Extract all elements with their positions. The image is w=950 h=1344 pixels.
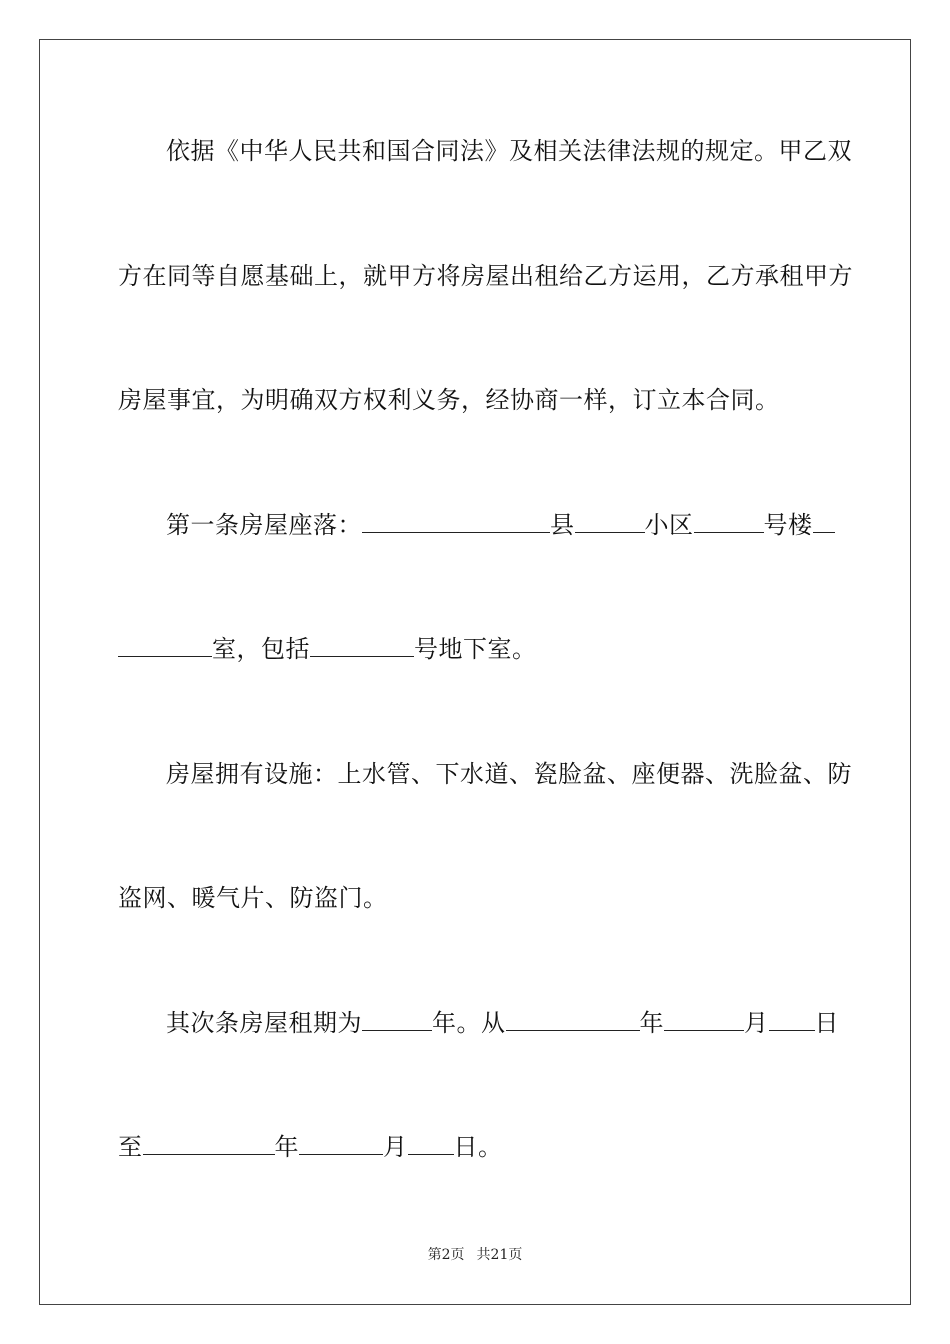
building-blank — [694, 510, 764, 533]
clause-2-label: 其次条房屋租期为 — [166, 1009, 362, 1037]
end-day-label: 日。 — [453, 1133, 503, 1161]
start-month-label: 月 — [744, 1009, 769, 1037]
term-years-blank — [362, 1008, 432, 1031]
unit-blank-start — [813, 510, 835, 533]
year-from-label: 年。从 — [432, 1009, 506, 1037]
end-month-blank — [299, 1132, 383, 1155]
end-month-label: 月 — [383, 1133, 408, 1161]
end-day-blank — [408, 1132, 454, 1155]
facilities-line-2: 盗网、暖气片、防盗门。 — [118, 884, 388, 912]
to-label: 至 — [118, 1133, 143, 1161]
end-year-label: 年 — [274, 1133, 299, 1161]
paragraph-1-line-1: 依据《中华人民共和国合同法》及相关法律法规的规定。甲乙双 — [166, 137, 852, 165]
clause-1-line-2 — [118, 634, 832, 664]
basement-suffix: 号地下室。 — [414, 635, 537, 663]
paragraph-1-line-3: 房屋事宜，为明确双方权利义务，经协商一样，订立本合同。 — [118, 386, 780, 414]
start-month-blank — [664, 1008, 744, 1031]
county-suffix: 县 — [550, 511, 575, 539]
community-suffix: 小区 — [644, 511, 694, 539]
end-year-blank — [143, 1132, 275, 1155]
start-year-blank — [506, 1008, 640, 1031]
unit-blank-end — [118, 634, 212, 657]
clause-2-line-2 — [118, 1132, 832, 1162]
county-blank — [362, 510, 550, 533]
community-blank — [575, 510, 645, 533]
clause-1-line-1 — [166, 510, 838, 540]
start-year-label: 年 — [639, 1009, 664, 1037]
clause-1-label: 第一条房屋座落： — [166, 511, 362, 539]
paragraph-1-line-2: 方在同等自愿基础上，就甲方将房屋出租给乙方运用，乙方承租甲方 — [118, 262, 853, 290]
room-suffix: 室，包括 — [212, 635, 310, 663]
start-day-label: 日 — [814, 1009, 839, 1037]
page-footer — [0, 1246, 950, 1264]
building-suffix: 号楼 — [763, 511, 813, 539]
basement-blank — [310, 634, 414, 657]
page-border — [39, 39, 911, 1305]
facilities-line-1: 房屋拥有设施：上水管、下水道、瓷脸盆、座便器、洗脸盆、防 — [166, 760, 852, 788]
start-day-blank — [769, 1008, 815, 1031]
page-total: 共21页 — [476, 1247, 523, 1263]
clause-2-line-1 — [166, 1008, 838, 1038]
page-current: 第2页 — [427, 1247, 465, 1263]
